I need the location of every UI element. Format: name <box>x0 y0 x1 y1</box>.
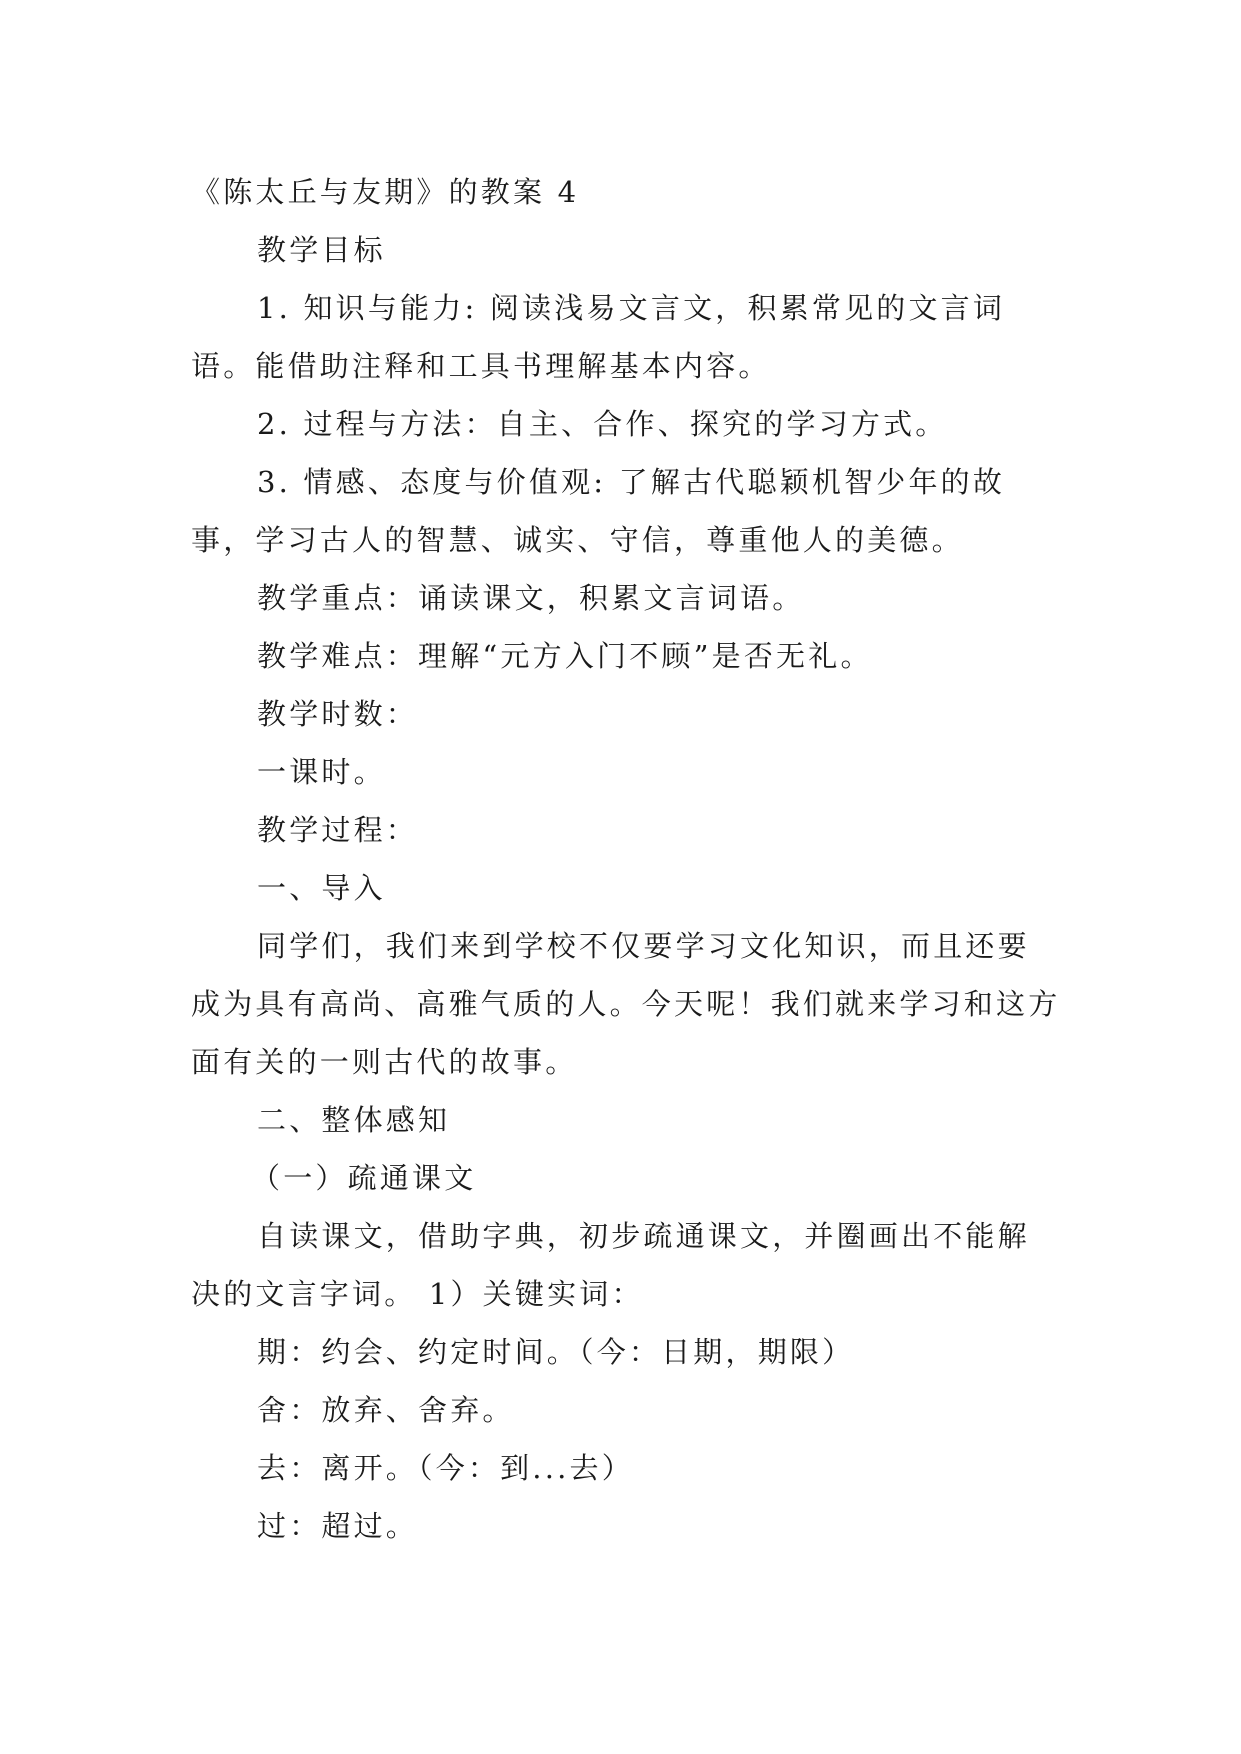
paragraph-teaching-goals: 教学目标 <box>257 233 386 267</box>
paragraph-difficulties: 教学难点：理解“元方入门不顾”是否无礼。 <box>257 639 873 673</box>
document-body <box>191 163 1061 1555</box>
document-title: 《陈太丘与友期》的教案 4 <box>191 175 580 209</box>
paragraph-class-hours-label: 教学时数： <box>257 697 419 731</box>
section-heading-intro: 一、导入 <box>257 871 386 905</box>
section-heading-overall: 二、整体感知 <box>257 1103 451 1137</box>
paragraph-goal-knowledge: 1. 知识与能力: 阅读浅易文言文，积累常见的文言词语。能借助注释和工具书理解基本内容。 <box>191 291 1006 383</box>
vocab-item-qu: 去：离开。（今：到...去） <box>257 1451 634 1485</box>
paragraph-goal-emotion: 3. 情感、态度与价值观: 了解古代聪颖机智少年的故事，学习古人的智慧、诚实、守信，尊重他人的美德。 <box>191 465 1006 557</box>
paragraph-intro-text: 同学们，我们来到学校不仅要学习文化知识，而且还要成为具有高尚、高雅气质的人。今天呢！我们就来学习和这方面有关的一则古代的故事。 <box>191 929 1061 1079</box>
paragraph-class-hours-value: 一课时。 <box>257 755 386 789</box>
vocab-item-she: 舍：放弃、舍弃。 <box>257 1393 515 1427</box>
vocab-item-qi: 期：约会、约定时间。（今：日期，期限） <box>257 1335 855 1369</box>
paragraph-self-reading: 自读课文，借助字典，初步疏通课文，并圈画出不能解决的文言字词。 1）关键实词： <box>191 1219 1030 1311</box>
paragraph-key-points: 教学重点：诵读课文，积累文言词语。 <box>257 581 805 615</box>
vocab-item-guo: 过：超过。 <box>257 1509 419 1543</box>
paragraph-process-label: 教学过程： <box>257 813 419 847</box>
subsection-heading-text: （一）疏通课文 <box>251 1161 477 1195</box>
paragraph-goal-process: 2. 过程与方法：自主、合作、探究的学习方式。 <box>257 407 948 441</box>
